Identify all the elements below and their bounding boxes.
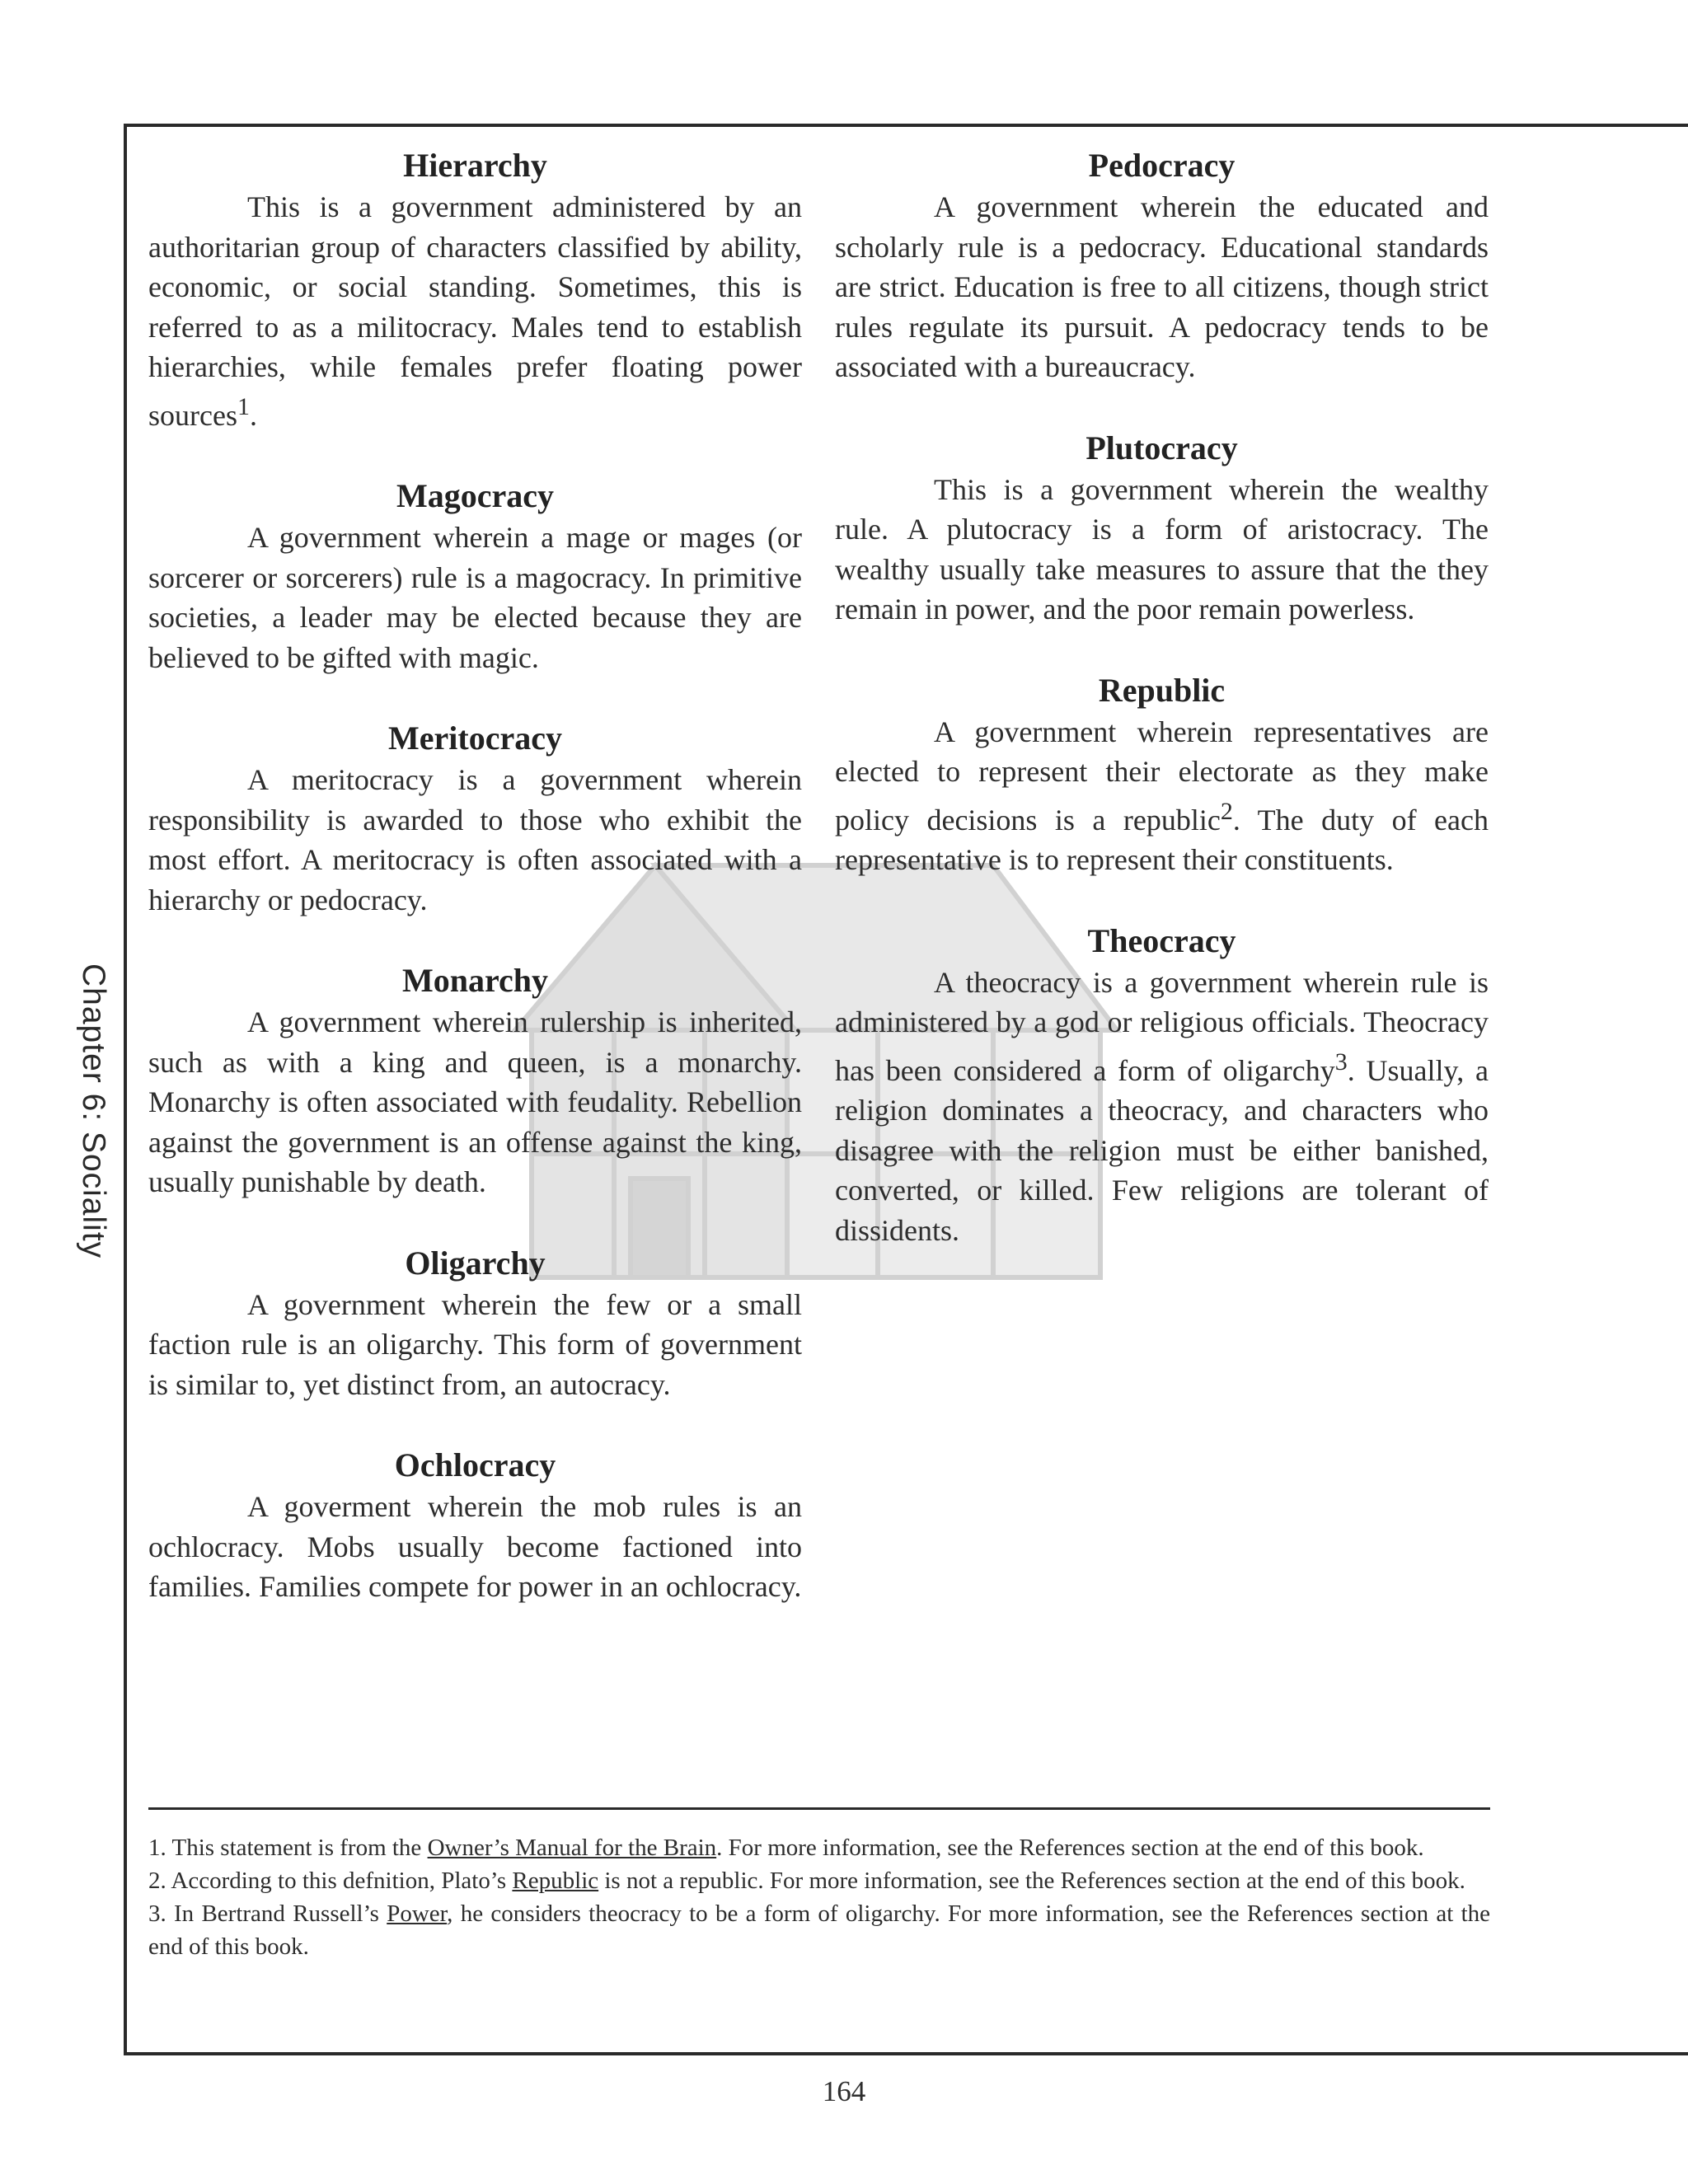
entry-magocracy [148, 475, 802, 677]
book-title: Power [387, 1900, 448, 1927]
entry-body: This is a government administered by an authoritarian group of characters classified by ability, economic, or social standing. Sometimes, this is referred to as a militocracy. Males tend to establish hierarchies, while females prefer floating power sources$^1$. [148, 190, 802, 432]
footnote-1: 1. This statement is from the Owner’s Manual for the Brain. For more information, see the References section at the end of this book. [148, 1835, 1424, 1861]
entry-ochlocracy [148, 1444, 802, 1607]
entry-title: Republic [1098, 671, 1226, 709]
footnote-2: 2. According to this defnition, Plato’s Republic is not a republic. For more information, see the References section at the end of this book. [148, 1868, 1465, 1894]
footnotes [148, 1831, 1490, 1963]
entry-meritocracy [148, 717, 802, 920]
entry-body: A theocracy is a government wherein rule is administered by a god or religious officials. Theocracy has been considered a form of oligarchy$^3$. Usually, a religion dominates a theocracy, and characters who disagree with the religion must be either banished, converted, or killed. Few religions are tolerant of dissidents. [835, 965, 1489, 1247]
entry-title: Magocracy [396, 477, 554, 514]
entry-hierarchy [148, 144, 802, 435]
entry-body: A meritocracy is a government wherein responsibility is awarded to those who exhibit the most effort. A meritocracy is often associated with a hierarchy or pedocracy. [148, 763, 802, 916]
footnote-ref: 1 [237, 392, 250, 420]
entry-body: A government wherein a mage or mages (or sorcerer or sorcerers) rule is a magocracy. In primitive societies, a leader may be elected because they are believed to be gifted with magic. [148, 521, 802, 674]
footnote-3: 3. In Bertrand Russell’s Power, he considers theocracy to be a form of oligarchy. For more information, see the References section at the end of this book. [148, 1900, 1491, 1960]
entry-oligarchy [148, 1242, 802, 1405]
entry-body: A government wherein representatives are elected to represent their electorate as they make policy decisions is a republic$^2$. The duty of each representative is to represent their constituents. [835, 715, 1489, 876]
entry-theocracy [835, 920, 1489, 1251]
entry-title: Theocracy [1087, 921, 1236, 959]
entry-body: This is a government wherein the wealthy rule. A plutocracy is a form of aristocracy. The wealthy usually take measures to assure that the they remain in power, and the poor remain powerless. [835, 472, 1489, 626]
entry-republic [835, 669, 1489, 880]
left-column [148, 144, 802, 1647]
entry-title: Ochlocracy [394, 1446, 556, 1483]
entry-title: Oligarchy [405, 1244, 546, 1282]
entry-body: A government wherein the few or a small faction rule is an oligarchy. This form of government is similar to, yet distinct from, an autocracy. [148, 1287, 802, 1401]
entry-plutocracy [835, 427, 1489, 630]
entry-title: Meritocracy [388, 719, 562, 757]
chapter-side-label: Chapter 6: Sociality [76, 963, 111, 1259]
right-column [835, 144, 1489, 1290]
book-title: Owner’s Manual for the Brain [427, 1835, 717, 1861]
entry-title: Pedocracy [1088, 147, 1236, 184]
entry-body: A goverment wherein the mob rules is an ochlocracy. Mobs usually become factioned into families. Families compete for power in an ochlocracy. [148, 1490, 802, 1603]
page-number: 164 [822, 2075, 866, 2107]
book-title: Republic [512, 1868, 599, 1894]
entry-monarchy [148, 959, 802, 1202]
footnote-ref: 2 [1220, 797, 1233, 825]
entry-title: Plutocracy [1085, 429, 1238, 466]
entry-title: Hierarchy [403, 147, 547, 184]
entry-pedocracy [835, 144, 1489, 387]
entry-title: Monarchy [401, 962, 549, 999]
entry-body: A government wherein the educated and scholarly rule is a pedocracy. Educational standards are strict. Education is free to all citizens, though strict rules regulate its pursuit. A pedocracy tends to be associated with a bureaucracy. [835, 190, 1489, 383]
footnote-ref: 3 [1334, 1047, 1348, 1076]
footnote-divider [148, 1807, 1490, 1810]
entry-body: A government wherein rulership is inherited, such as with a king and queen, is a monarchy. Monarchy is often associated with feudality. Rebellion against the government is an offense against the king, usually punishable by death. [148, 1005, 802, 1198]
